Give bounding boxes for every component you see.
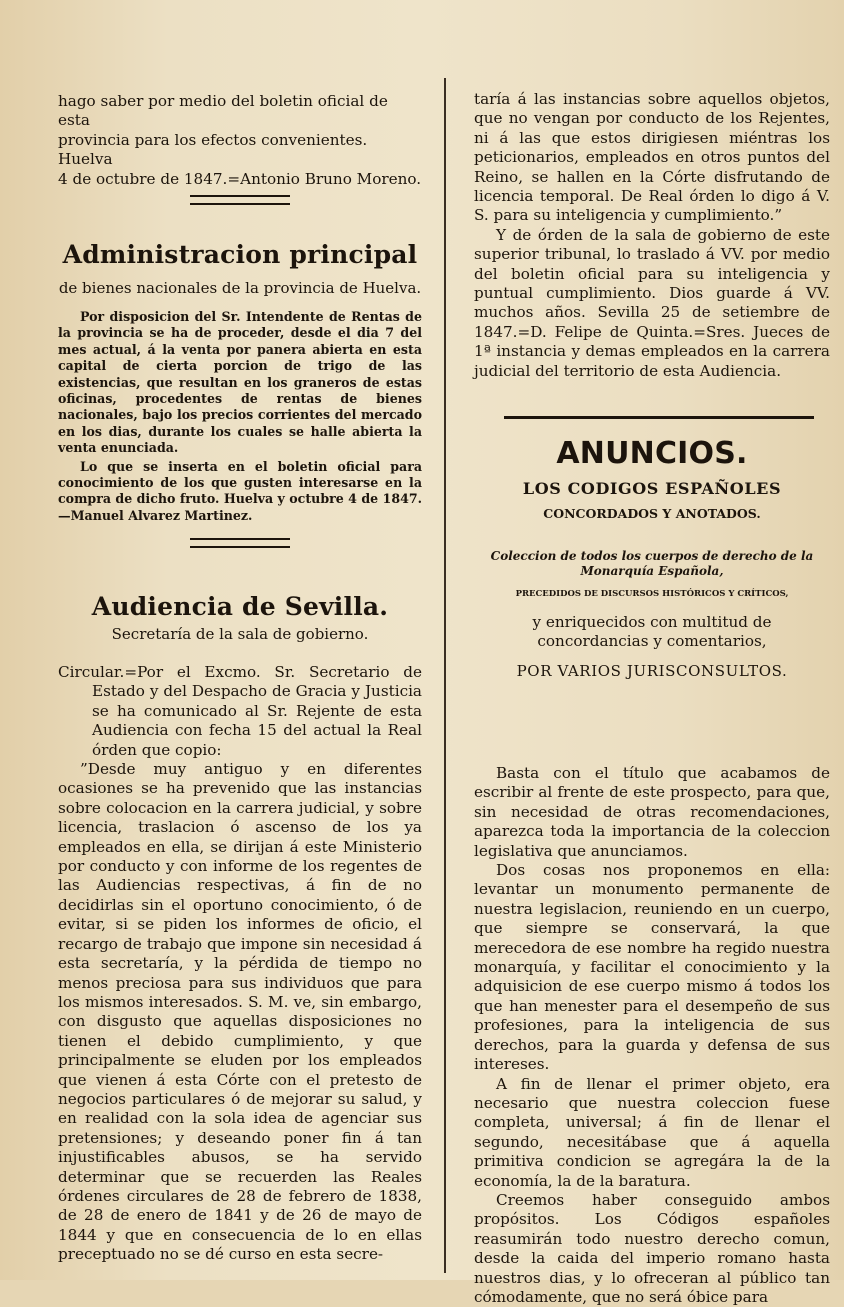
opening-line-3: 4 de octubre de 1847.=Antonio Bruno Moreno. bbox=[58, 169, 422, 188]
admin-subtitle: de bienes nacionales de la provincia de Huelva. bbox=[58, 279, 422, 297]
precedidos-line: PRECEDIDOS DE DISCURSOS HISTÓRICOS Y CRÍTICOS, bbox=[515, 589, 789, 599]
jurisconsultos-line: POR VARIOS JURISCONSULTOS. bbox=[516, 661, 788, 680]
opening-block bbox=[58, 92, 422, 189]
enriquecidos-line: y enriquecidos con multitud de concordancias y comentarios, bbox=[532, 613, 772, 651]
audiencia-continuation bbox=[474, 90, 830, 381]
prospectus-paragraph-3: A fin de llenar el primer objeto, era necesario que nuestra coleccion fuese completa, universal; á fin de llenar el segundo, necesitábase que á aquella primitiva condicion se agregára la de la economía, la de la baratura. bbox=[474, 1074, 830, 1190]
continuation-paragraph: taría á las instancias sobre aquellos objetos, que no vengan por conducto de los Rejentes, ni á las que estos dirigiesen miéntras los peticionarios, empleados en otros puntos del Reino, se hallen en la Córte disfrutando de licencia temporal. De Real órden lo digo á V. S. para su inteligencia y cumplimiento.” bbox=[474, 90, 830, 225]
opening-line-2: provincia para los efectos convenientes. Huelva bbox=[58, 130, 368, 169]
admin-title: Administracion principal bbox=[62, 240, 418, 269]
admin-section bbox=[58, 240, 422, 524]
admin-paragraph-1: Por disposicion del Sr. Intendente de Rentas de la provincia se ha de proceder, desde el dia 7 del mes actual, á la venta por panera abierta en esta capital de cierta porcion de trigo de las existencias, que resultan en los graneros de estas oficinas, procedentes de rentas de bienes nacionales, bajo los precios corrientes del mercado en los dias, durante los cuales se halle abierta la venta enunciada. bbox=[58, 309, 422, 456]
anuncios-title: ANUNCIOS. bbox=[556, 436, 748, 471]
separator-1 bbox=[58, 195, 422, 205]
codigos-title: LOS CODIGOS ESPAÑOLES bbox=[522, 479, 782, 498]
opening-line-1: hago saber por medio del boletin oficial de esta bbox=[58, 92, 388, 130]
audiencia-subtitle: Secretaría de la sala de gobierno. bbox=[111, 625, 369, 643]
concordados-line: CONCORDADOS Y ANOTADOS. bbox=[543, 506, 761, 521]
closing-paragraph: Y de órden de la sala de gobierno de este superior tribunal, lo traslado á VV. por medio del boletin oficial para su inteligencia y puntual cumplimiento. Dios guarde á VV. muchos años. Sevilla 25 de setiembre de 1847.=D. Felipe de Quinta.=Sres. Jueces de 1ª instancia y demas empleados en la carrera judicial del territorio de esta Audiencia. bbox=[474, 225, 830, 380]
audiencia-section bbox=[58, 592, 422, 1265]
column-divider bbox=[444, 78, 446, 1273]
prospectus-body bbox=[474, 764, 830, 1307]
separator-2 bbox=[58, 538, 422, 548]
anuncios-rule bbox=[504, 416, 814, 419]
prospectus-paragraph-4: Creemos haber conseguido ambos propósitos. Los Códigos españoles reasumirán todo nuestro derecho comun, desde la caida del imperio romano hasta nuestros dias, y lo ofreceran al público tan cómodamente, que no será óbice para bbox=[474, 1190, 830, 1306]
coleccion-line: Coleccion de todos los cuerpos de derecho de la Monarquía Española, bbox=[490, 549, 814, 578]
prospectus-paragraph-1: Basta con el título que acabamos de escribir al frente de este prospecto, para que, sin necesidad de otras recomendaciones, aparezca toda la importancia de la coleccion legislativa que anunciamos. bbox=[474, 764, 830, 860]
audiencia-title: Audiencia de Sevilla. bbox=[91, 592, 389, 621]
prospectus-paragraph-2: Dos cosas nos proponemos en ella: levantar un monumento permanente de nuestra legislacion, reuniendo en un cuerpo, que siempre se conservará, la que merecedora de ese nombre ha regido nuestra monarquía, y facilitar el conocimiento y la adquisicion de ese cuerpo mismo á todos los que han menester para el desempeño de sus profesiones, para la inteligencia de sus derechos, para la guarda y defensa de sus intereses. bbox=[474, 861, 830, 1074]
anuncios-section bbox=[474, 436, 830, 680]
circular-paragraph: Circular.=Por el Excmo. Sr. Secretario de Estado y del Despacho de Gracia y Justicia se ha comunicado al Sr. Rejente de esta Audiencia con fecha 15 del actual la Real órden que copio: bbox=[58, 663, 422, 759]
admin-paragraph-2: Lo que se inserta en el boletin oficial para conocimiento de los que gusten interesarse en la compra de dicho fruto. Huelva y octubre 4 de 1847.—Manuel Alvarez Martinez. bbox=[58, 458, 422, 523]
quoted-order: ”Desde muy antiguo y en diferentes ocasiones se ha prevenido que las instancias sobre colocacion en la carrera judicial, y sobre licencia, traslacion ó ascenso de los ya empleados en ella, se dirijan á este Ministerio por conducto y con informe de los regentes de las Audiencias respectivas, á fin de no decidirlas sin el oportuno conocimiento, ó de evitar, si se piden los informes de oficio, el recargo de trabajo que impone sin necesidad á esta secretaría, y la pérdida de tiempo no menos preciosa para sus individuos que para los mismos interesados. S. M. ve, sin embargo, con disgusto que aquellas disposiciones no tienen el debido cumplimiento, y que principalmente se eluden por los empleados que vienen á esta Córte con el pretesto de negocios particulares ó de mejorar su salud, y en realidad con la sola idea de agenciar sus pretensiones; y deseando poner fin á tan injustificables abusos, se ha servido determinar que se recuerden las Reales órdenes circulares de 28 de febrero de 1838, de 28 de enero de 1841 y de 26 de mayo de 1844 y que en consecuencia de lo en ellas preceptuado no se dé curso en esta secre- bbox=[58, 760, 422, 1264]
